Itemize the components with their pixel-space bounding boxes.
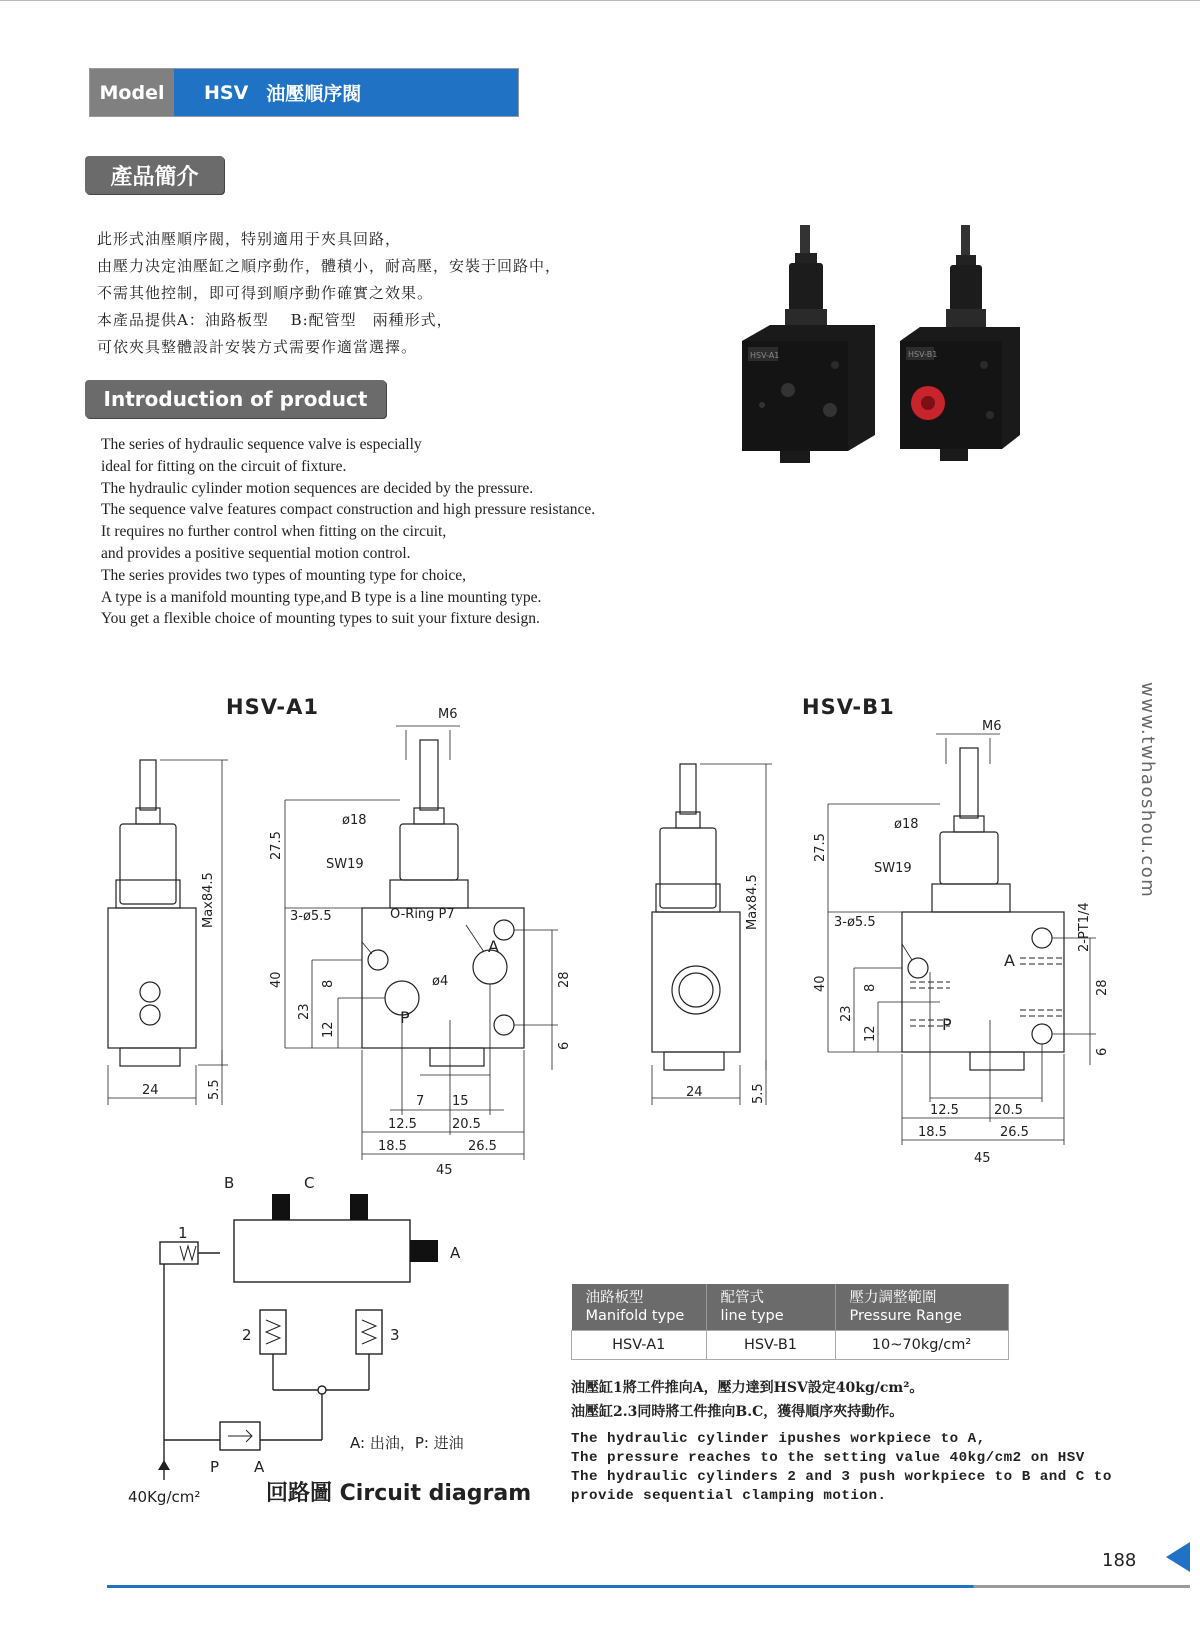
circuit-label-3: 3 <box>390 1326 400 1344</box>
b1-dim-40: 40 <box>813 975 828 992</box>
website-url: www.twhaoshou.com <box>1137 682 1158 899</box>
intro-en-line: The series of hydraulic sequence valve is especially <box>101 436 422 453</box>
intro-en-line: It requires no further control when fitting on the circuit, <box>101 523 447 541</box>
circuit-diagram <box>120 1174 540 1480</box>
a1-dim-40: 40 <box>269 971 284 988</box>
a1-dim-5-5: 5.5 <box>207 1079 222 1100</box>
spec-cell-manifold: HSV-A1 <box>572 1331 707 1360</box>
intro-en-line: A type is a manifold mounting type,and B type is a line mounting type. <box>101 588 542 606</box>
a1-dim-28: 28 <box>557 971 572 988</box>
note-cn-line: 油壓缸2.3同時將工件推向B.C，獲得順序夾持動作。 <box>571 1404 904 1420</box>
spec-table <box>571 1284 1009 1360</box>
a1-dim-dia4: ø4 <box>432 974 449 989</box>
a1-side-view <box>108 760 228 1105</box>
intro-cn-line: 此形式油壓順序閥，特别適用于夾具回路， <box>97 230 402 248</box>
b1-dim-26-5: 26.5 <box>1000 1125 1029 1140</box>
intro-en-line: The hydraulic cylinder motion sequences are decided by the pressure. <box>101 479 534 497</box>
b1-dim-holes: 3-ø5.5 <box>834 915 876 930</box>
valve-a1-photo <box>742 225 875 463</box>
a1-dim-12-5: 12.5 <box>388 1117 417 1132</box>
spec-cell-line: HSV-B1 <box>706 1331 835 1360</box>
cylinder-3 <box>356 1310 382 1354</box>
b1-dim-12: 12 <box>863 1025 878 1042</box>
a1-dim-m6: M6 <box>438 707 458 722</box>
intro-en-line: The sequence valve features compact construction and high pressure resistance. <box>101 501 596 519</box>
intro-cn-text <box>97 226 561 361</box>
cylinder-2 <box>260 1310 286 1354</box>
b1-dim-6: 6 <box>1095 1047 1110 1056</box>
drawing-b1 <box>640 720 1120 1180</box>
notes-cn <box>571 1376 923 1424</box>
circuit-pressure: 40Kg/cm² <box>128 1488 201 1506</box>
b1-dim-12-5: 12.5 <box>930 1103 959 1118</box>
spec-col-manifold <box>572 1284 707 1331</box>
a1-dim-7: 7 <box>416 1094 425 1109</box>
a1-dim-holes: 3-ø5.5 <box>290 909 332 924</box>
model-name-cn: 油壓順序閥 <box>266 83 362 105</box>
circuit-label-1: 1 <box>178 1224 188 1242</box>
a1-port-a: A <box>488 937 499 956</box>
b1-dim-sw19: SW19 <box>874 861 912 876</box>
a1-dim-dia18: ø18 <box>342 813 367 828</box>
circuit-label-a2: A <box>254 1458 265 1476</box>
circuit-label-2: 2 <box>242 1326 252 1344</box>
a1-dim-oring: O-Ring P7 <box>390 907 455 922</box>
a1-dim-27-5: 27.5 <box>269 831 284 860</box>
b1-dim-45: 45 <box>974 1151 991 1166</box>
a1-dim-max: Max84.5 <box>201 872 216 928</box>
circuit-label-a: A <box>450 1244 461 1262</box>
photo-label-a1: HSV-A1 <box>750 351 780 360</box>
b1-port-p: P <box>942 1015 952 1034</box>
intro-en-line: and provides a positive sequential motion control. <box>101 544 411 562</box>
footer-rule <box>107 1585 1190 1588</box>
model-code: HSV <box>204 81 249 104</box>
spec-col-cn: 配管式 <box>720 1290 764 1306</box>
b1-dim-8: 8 <box>863 983 878 992</box>
b1-dim-28: 28 <box>1095 979 1110 996</box>
note-cn-line: 油壓缸1將工件推向A，壓力達到HSV設定40kg/cm²。 <box>571 1380 924 1396</box>
spec-col-en: Pressure Range <box>849 1308 962 1324</box>
intro-en-line: ideal for fitting on the circuit of fixture. <box>101 457 347 475</box>
b1-dim-24: 24 <box>686 1085 703 1100</box>
a1-dim-12: 12 <box>321 1021 336 1038</box>
spec-col-pressure <box>835 1284 1008 1331</box>
a1-port-p: P <box>400 1008 410 1027</box>
spec-col-cn: 壓力調整範圍 <box>849 1290 937 1306</box>
b1-dim-max: Max84.5 <box>745 874 760 930</box>
model-bar <box>89 68 519 117</box>
circuit-title: 回路圖 Circuit diagram <box>266 1481 532 1506</box>
intro-cn-line: 可依夾具整體設計安裝方式需要作適當選擇。 <box>97 338 418 356</box>
spec-col-line <box>706 1284 835 1331</box>
model-label: Model <box>90 69 174 116</box>
a1-dim-18-5: 18.5 <box>378 1139 407 1154</box>
circuit-label-p: P <box>210 1458 220 1476</box>
intro-en-heading: Introduction of product <box>85 380 386 418</box>
model-name <box>174 69 518 116</box>
note-en-line: The hydraulic cylinders 2 and 3 push workpiece to B and C to <box>571 1469 1112 1485</box>
a1-dim-15: 15 <box>452 1094 469 1109</box>
note-en-line: The hydraulic cylinder ipushes workpiece to A, <box>571 1431 986 1447</box>
intro-cn-heading: 產品簡介 <box>85 156 224 194</box>
a1-dim-45: 45 <box>436 1163 453 1178</box>
intro-en-line: You get a flexible choice of mounting types to suit your fixture design. <box>101 610 540 628</box>
intro-cn-line: 不需其他控制，即可得到順序動作確實之效果。 <box>97 284 434 302</box>
b1-front-view <box>828 734 1096 1145</box>
spec-col-en: Manifold type <box>585 1308 685 1324</box>
circuit-label-c: C <box>304 1174 315 1192</box>
spec-col-en: line type <box>720 1308 784 1324</box>
intro-cn-line: 本產品提供A：油路板型 B:配管型 兩種形式， <box>97 311 453 329</box>
b1-dim-pt: 2-PT1/4 <box>1077 902 1092 952</box>
b1-dim-23: 23 <box>839 1005 854 1022</box>
b1-dim-dia18: ø18 <box>894 817 919 832</box>
circuit-ports-note: A: 出油，P: 进油 <box>350 1434 464 1452</box>
b1-port-a: A <box>1004 951 1015 970</box>
spec-col-cn: 油路板型 <box>585 1290 644 1306</box>
a1-dim-23: 23 <box>297 1003 312 1020</box>
page-triangle-icon <box>1166 1542 1190 1572</box>
b1-dim-27-5: 27.5 <box>813 833 828 862</box>
note-en-line: provide sequential clamping motion. <box>571 1488 887 1504</box>
product-photo <box>740 225 1040 475</box>
note-en-line: The pressure reaches to the setting value 40kg/cm2 on HSV <box>571 1450 1085 1466</box>
b1-side-view <box>652 764 772 1105</box>
b1-dim-m6: M6 <box>982 719 1002 734</box>
top-rule <box>0 0 1200 1</box>
a1-dim-26-5: 26.5 <box>468 1139 497 1154</box>
circuit-workpiece <box>234 1220 410 1282</box>
a1-dim-6: 6 <box>557 1041 572 1050</box>
page-number: 188 <box>1102 1550 1137 1571</box>
a1-dim-24: 24 <box>142 1083 159 1098</box>
table-row <box>572 1331 1009 1360</box>
notes-en <box>571 1430 1112 1506</box>
a1-dim-8: 8 <box>321 979 336 988</box>
a1-dim-20-5: 20.5 <box>452 1117 481 1132</box>
a1-dim-sw19: SW19 <box>326 857 364 872</box>
b1-dim-18-5: 18.5 <box>918 1125 947 1140</box>
intro-cn-line: 由壓力决定油壓缸之順序動作，體積小，耐高壓，安裝于回路中， <box>97 257 562 275</box>
drawing-a1-title: HSV-A1 <box>226 695 320 719</box>
circuit-label-b: B <box>224 1174 235 1192</box>
drawing-b1-title: HSV-B1 <box>802 695 895 719</box>
valve-b1-photo <box>900 225 1020 461</box>
spec-table-header <box>572 1284 1009 1331</box>
intro-en-line: The series provides two types of mounting type for choice, <box>101 566 467 584</box>
b1-dim-20-5: 20.5 <box>994 1103 1023 1118</box>
spec-cell-pressure: 10~70kg/cm² <box>835 1331 1008 1360</box>
b1-dim-5-5: 5.5 <box>751 1083 766 1104</box>
intro-en-text <box>101 434 595 630</box>
photo-label-b1: HSV-B1 <box>908 350 938 359</box>
